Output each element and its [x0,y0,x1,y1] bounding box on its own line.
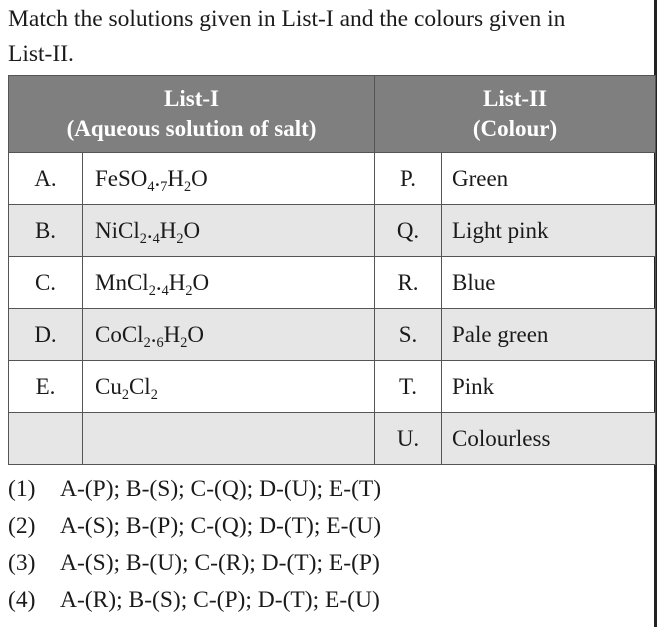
list-1-letter [9,413,83,465]
answer-option[interactable] [8,508,381,545]
salt-formula [83,413,375,465]
list-2-code: S. [375,309,442,361]
list-1-letter: C. [9,257,83,309]
question-text [8,2,653,72]
colour-name: Colourless [442,413,656,465]
salt-formula: $Cu_2Cl_2$ [83,361,375,413]
list-2-code: Q. [375,205,442,257]
option-number: (2) [8,513,36,539]
table-row [9,361,656,413]
list-2-code: R. [375,257,442,309]
answer-option[interactable] [8,545,381,582]
option-text: A-(S); B-(P); C-(Q); D-(T); E-(U) [60,513,382,539]
table-body [9,153,656,465]
list-1-subtitle: (Aqueous solution of salt) [66,116,317,141]
list-2-code: U. [375,413,442,465]
list-2-header [375,76,656,153]
colour-name: Blue [442,257,656,309]
list-2-code: P. [375,153,442,205]
list-2-title: List-II [483,86,547,111]
list-2-code: T. [375,361,442,413]
option-number: (4) [8,587,36,613]
salt-formula: $FeSO_4._7H_2O$ [83,153,375,205]
table-row [9,153,656,205]
question-line-1: Match the solutions given in List-I and the colours given in [8,6,566,32]
answer-options [8,471,381,619]
option-text: A-(P); B-(S); C-(Q); D-(U); E-(T) [60,476,382,502]
option-number: (1) [8,476,36,502]
answer-option[interactable] [8,582,381,619]
list-1-letter: E. [9,361,83,413]
colour-name: Pink [442,361,656,413]
table-header-row [9,76,656,153]
list-2-subtitle: (Colour) [472,116,558,141]
colour-name: Green [442,153,656,205]
table-row [9,413,656,465]
colour-name: Light pink [442,205,656,257]
colour-name: Pale green [442,309,656,361]
salt-formula: $CoCl_2._6H_2O$ [83,309,375,361]
table-row [9,257,656,309]
question-line-2: List-II. [8,41,74,67]
list-1-letter: A. [9,153,83,205]
list-1-letter: B. [9,205,83,257]
salt-formula: $NiCl_2._4H_2O$ [83,205,375,257]
list-1-header [9,76,375,153]
option-number: (3) [8,550,36,576]
answer-option[interactable] [8,471,381,508]
table-row [9,205,656,257]
option-text: A-(S); B-(U); C-(R); D-(T); E-(P) [60,550,380,576]
option-text: A-(R); B-(S); C-(P); D-(T); E-(U) [60,587,380,613]
table-row [9,309,656,361]
match-table [8,75,656,465]
salt-formula: $MnCl_2._4H_2O$ [83,257,375,309]
list-1-letter: D. [9,309,83,361]
list-1-title: List-I [164,86,219,111]
